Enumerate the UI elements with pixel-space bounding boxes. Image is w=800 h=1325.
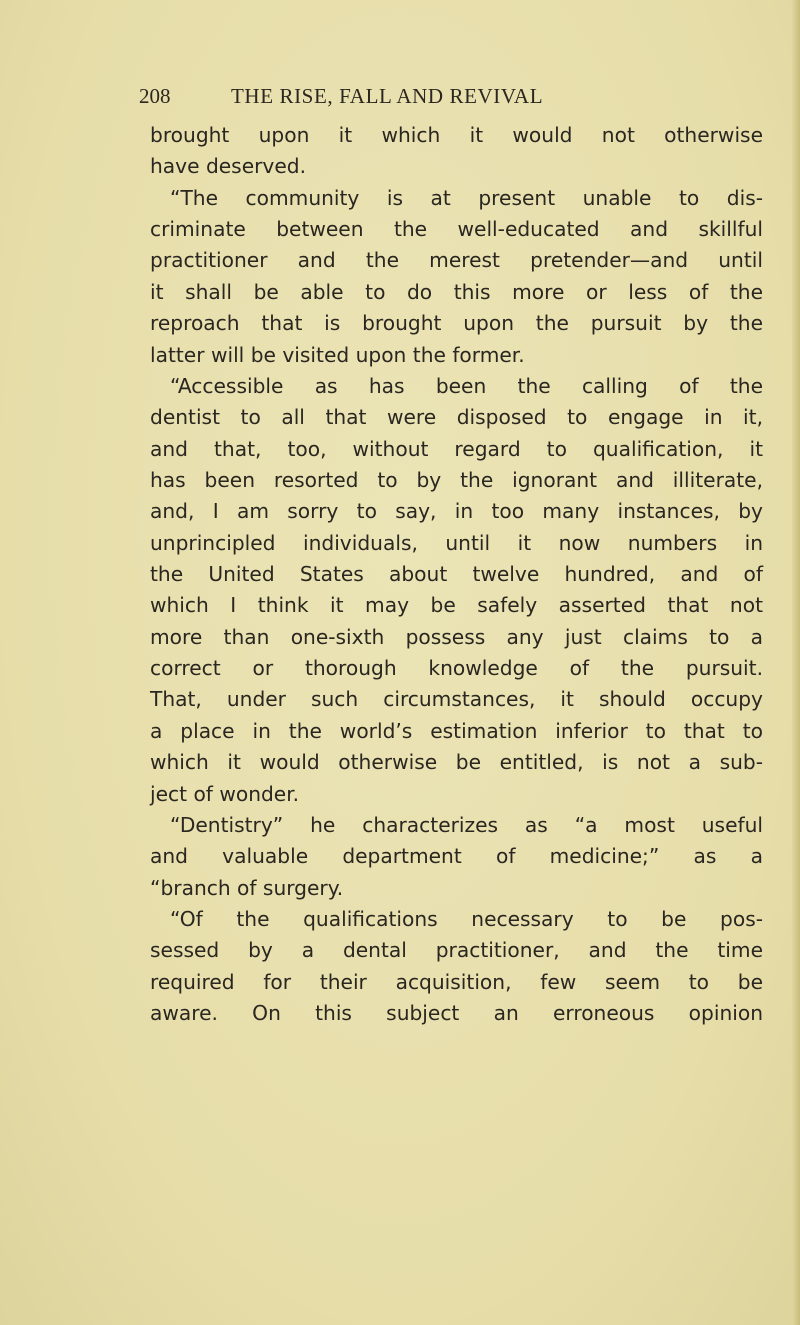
text-line: “Of the qualifications necessary to be pos- bbox=[170, 906, 763, 931]
text-line: unprincipled individuals, until it now numbers in bbox=[150, 530, 763, 555]
text-line: criminate between the well-educated and skillful bbox=[150, 217, 763, 242]
text-line: which it would otherwise be entitled, is not a sub- bbox=[150, 750, 763, 775]
page-edge bbox=[792, 0, 800, 1325]
text-line: required for their acquisition, few seem to be bbox=[150, 969, 763, 994]
text-line: have deserved. bbox=[150, 154, 307, 179]
text-line: more than one-sixth possess any just claims to a bbox=[150, 624, 763, 649]
body-text bbox=[150, 120, 763, 1029]
text-line: That, under such circumstances, it should occupy bbox=[150, 687, 763, 712]
running-title: THE RISE, FALL AND REVIVAL bbox=[231, 84, 544, 108]
text-line: practitioner and the merest pretender—and until bbox=[150, 248, 763, 273]
text-line: dentist to all that were disposed to engage in it, bbox=[150, 405, 763, 430]
text-line: and, I am sorry to say, in too many instances, by bbox=[150, 499, 763, 524]
text-line: “Accessible as has been the calling of the bbox=[170, 373, 763, 398]
text-line: “The community is at present unable to dis- bbox=[170, 185, 763, 210]
text-line: brought upon it which it would not otherwise bbox=[150, 123, 763, 147]
text-line: has been resorted to by the ignorant and illiterate, bbox=[150, 467, 763, 492]
text-line: the United States about twelve hundred, and of bbox=[150, 562, 763, 587]
text-line: sessed by a dental practitioner, and the time bbox=[150, 938, 763, 963]
text-line: ject of wonder. bbox=[150, 781, 300, 806]
text-line: latter will be visited upon the former. bbox=[150, 342, 525, 367]
text-line: “branch of surgery. bbox=[150, 875, 344, 900]
text-line: it shall be able to do this more or less of the bbox=[150, 279, 763, 304]
page-number: 208 bbox=[139, 84, 171, 108]
text-line: a place in the world’s estimation inferior to that to bbox=[150, 718, 763, 743]
text-line: reproach that is brought upon the pursuit by the bbox=[150, 311, 763, 336]
running-header bbox=[139, 84, 659, 112]
text-line: and valuable department of medicine;” as a bbox=[150, 844, 763, 869]
text-line: “Dentistry” he characterizes as “a most useful bbox=[170, 812, 763, 837]
text-line: and that, too, without regard to qualification, it bbox=[150, 436, 763, 461]
text-line: which I think it may be safely asserted that not bbox=[150, 593, 763, 618]
text-line: aware. On this subject an erroneous opinion bbox=[150, 1001, 763, 1026]
text-line: correct or thorough knowledge of the pursuit. bbox=[150, 656, 763, 681]
